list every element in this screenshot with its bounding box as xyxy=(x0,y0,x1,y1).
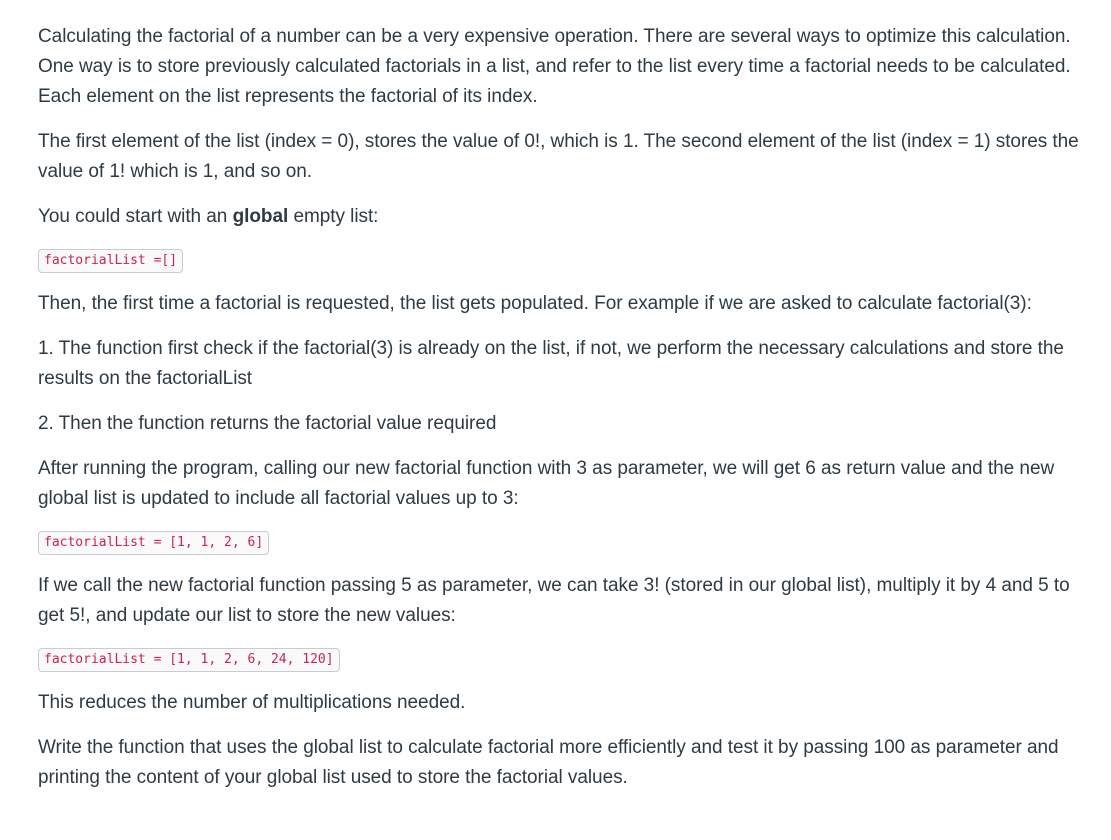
populate-paragraph: Then, the first time a factorial is requested, the list gets populated. For example if we are asked to calculate factorial(3): xyxy=(38,293,1032,314)
intro-paragraph: Calculating the factorial of a number can be a very expensive operation. There are several ways to optimize this calculation. One way is to store previously calculated factorials in a list, and refer to the list every time a factorial needs to be calculated. Each element on the list represents the factorial of its index. xyxy=(38,26,1071,107)
call-with-5-paragraph: If we call the new factorial function passing 5 as parameter, we can take 3! (stored in our global list), multiply it by 4 and 5 to get 5!, and update our list to store the new values: xyxy=(38,575,1070,626)
global-keyword: global xyxy=(232,206,289,227)
step-1-paragraph: 1. The function first check if the factorial(3) is already on the list, if not, we perform the necessary calculations and store the results on the factorialList xyxy=(38,338,1064,389)
list-description-paragraph: The first element of the list (index = 0), stores the value of 0!, which is 1. The second element of the list (index = 1) stores the value of 1! which is 1, and so on. xyxy=(38,131,1079,182)
global-list-text-end: empty list: xyxy=(288,206,379,227)
code-list-up-to-5: factorialList = [1, 1, 2, 6, 24, 120] xyxy=(38,648,340,672)
task-paragraph: Write the function that uses the global list to calculate factorial more efficiently and test it by passing 100 as parameter and printing the content of your global list used to store the factorial values. xyxy=(38,737,1059,788)
code-list-5-line xyxy=(38,646,1087,674)
step-2-paragraph: 2. Then the function returns the factorial value required xyxy=(38,413,497,434)
code-empty-list-line xyxy=(38,247,1087,275)
after-running-paragraph: After running the program, calling our new factorial function with 3 as parameter, we will get 6 as return value and the new global list is updated to include all factorial values up to 3: xyxy=(38,458,1055,509)
code-list-up-to-3: factorialList = [1, 1, 2, 6] xyxy=(38,531,269,555)
global-list-paragraph xyxy=(38,202,1087,232)
global-list-text-start: You could start with an xyxy=(38,206,233,227)
code-empty-list: factorialList =[] xyxy=(38,249,183,273)
code-list-3-line xyxy=(38,529,1087,557)
reduces-paragraph: This reduces the number of multiplications needed. xyxy=(38,692,466,713)
